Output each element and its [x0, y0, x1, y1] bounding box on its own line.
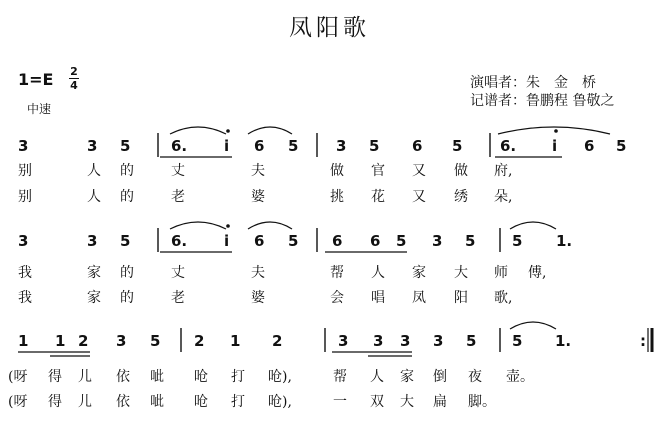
- lyric-syllable: 帮: [330, 265, 344, 281]
- note: 5: [396, 232, 407, 250]
- note: 3: [18, 137, 29, 155]
- note: 5: [150, 332, 161, 350]
- note: 5: [512, 232, 523, 250]
- octave-dot: [554, 129, 558, 133]
- note-high-1: i: [224, 137, 230, 155]
- lyric-syllable: 阳: [454, 290, 468, 306]
- note: 3: [432, 232, 443, 250]
- lyric-syllable: 的: [120, 290, 134, 306]
- lyric-syllable: 打: [231, 394, 245, 410]
- lyric-syllable: 朵,: [494, 189, 513, 205]
- note-high-1: i: [552, 137, 558, 155]
- note-high-1: i: [224, 232, 230, 250]
- lyric-syllable: 人: [371, 265, 385, 281]
- note: 1.: [555, 332, 572, 350]
- lyric-syllable: 呛: [194, 394, 208, 410]
- lyric-syllable: 老: [171, 189, 185, 205]
- note: 6: [370, 232, 381, 250]
- lyric-syllable: 壶。: [506, 369, 534, 385]
- lyric-syllable: 人: [87, 189, 101, 205]
- singer-credit: 演唱者：朱 金 桥: [470, 75, 596, 91]
- lyric-syllable: 又: [412, 189, 426, 205]
- note: 6.: [500, 137, 517, 155]
- lyric-syllable: 的: [120, 189, 134, 205]
- note: 1.: [556, 232, 573, 250]
- lyric-syllable: 丈: [171, 265, 185, 281]
- time-signature-top: 2: [70, 65, 78, 78]
- lyric-syllable: 歌,: [494, 290, 513, 306]
- note: 2: [272, 332, 283, 350]
- slur: [170, 127, 226, 134]
- note: 6: [412, 137, 423, 155]
- transcriber-credit: 记谱者：鲁鹏程 鲁敬之: [470, 93, 615, 109]
- note: 2: [194, 332, 205, 350]
- lyric-syllable: 我: [18, 290, 32, 306]
- octave-dot: [226, 129, 230, 133]
- note: 1: [230, 332, 241, 350]
- lyric-syllable: 大: [454, 265, 468, 281]
- key-signature: 1=E: [18, 70, 54, 89]
- note: 3: [87, 232, 98, 250]
- note: 3: [18, 232, 29, 250]
- note: 5: [466, 332, 477, 350]
- slur: [510, 222, 556, 229]
- lyric-syllable: 婆: [251, 189, 265, 205]
- note: 5: [288, 137, 299, 155]
- note: 6: [254, 137, 265, 155]
- lyric-syllable: (呀: [8, 369, 28, 385]
- lyric-syllable: 双: [370, 394, 384, 410]
- lyric-syllable: 会: [330, 290, 344, 306]
- lyric-syllable: 傅,: [528, 265, 547, 281]
- lyric-syllable: 又: [412, 163, 426, 179]
- lyric-syllable: 一: [333, 394, 347, 410]
- lyric-syllable: 我: [18, 265, 32, 281]
- lyric-syllable: 凤: [412, 290, 426, 306]
- note: 5: [369, 137, 380, 155]
- song-title: 凤阳歌: [289, 15, 370, 41]
- lyric-syllable: 呛: [194, 369, 208, 385]
- note: 3: [87, 137, 98, 155]
- lyric-syllable: 别: [18, 189, 32, 205]
- lyric-syllable: 大: [400, 394, 414, 410]
- lyric-syllable: 人: [370, 369, 384, 385]
- lyric-syllable: 得: [48, 394, 62, 410]
- note: 6: [254, 232, 265, 250]
- note: 3: [373, 332, 384, 350]
- lyric-syllable: 夫: [251, 265, 265, 281]
- lyric-syllable: 儿: [78, 369, 92, 385]
- note: 3: [338, 332, 349, 350]
- lyric-syllable: 打: [231, 369, 245, 385]
- lyric-syllable: 绣: [454, 189, 468, 205]
- lyric-syllable: 花: [371, 189, 385, 205]
- lyric-syllable: 呛),: [268, 369, 292, 385]
- lyric-syllable: 老: [171, 290, 185, 306]
- lyric-syllable: 挑: [330, 189, 344, 205]
- lyric-syllable: 儿: [78, 394, 92, 410]
- lyric-syllable: 帮: [333, 369, 347, 385]
- repeat-sign: :: [640, 332, 646, 350]
- note: 3: [400, 332, 411, 350]
- note: 1: [55, 332, 66, 350]
- note: 6: [332, 232, 343, 250]
- lyric-syllable: 呲: [150, 394, 164, 410]
- lyric-syllable: 的: [120, 265, 134, 281]
- slur: [510, 322, 556, 329]
- note: 6.: [171, 137, 188, 155]
- note: 3: [433, 332, 444, 350]
- slur: [248, 127, 292, 134]
- lyric-syllable: 夫: [251, 163, 265, 179]
- lyric-syllable: 做: [454, 163, 468, 179]
- lyric-syllable: 做: [330, 163, 344, 179]
- lyric-syllable: 的: [120, 163, 134, 179]
- tempo-marking: 中速: [27, 102, 52, 116]
- octave-dot: [226, 224, 230, 228]
- lyric-syllable: 呲: [150, 369, 164, 385]
- lyric-syllable: (呀: [8, 394, 28, 410]
- lyric-syllable: 倒: [433, 369, 447, 385]
- lyric-syllable: 别: [18, 163, 32, 179]
- lyric-syllable: 呛),: [268, 394, 292, 410]
- note: 5: [288, 232, 299, 250]
- note: 5: [120, 137, 131, 155]
- note: 3: [336, 137, 347, 155]
- lyric-syllable: 婆: [251, 290, 265, 306]
- note: 6.: [171, 232, 188, 250]
- slur: [170, 222, 226, 229]
- note: 5: [120, 232, 131, 250]
- lyric-syllable: 官: [371, 163, 385, 179]
- lyric-syllable: 师: [494, 265, 508, 281]
- lyric-syllable: 夜: [468, 369, 482, 385]
- slur: [498, 127, 610, 134]
- note: 1: [18, 332, 29, 350]
- note: 5: [465, 232, 476, 250]
- lyric-syllable: 家: [87, 265, 101, 281]
- lyric-syllable: 依: [116, 394, 130, 410]
- lyric-syllable: 唱: [371, 290, 385, 306]
- lyric-syllable: 人: [87, 163, 101, 179]
- note: 5: [512, 332, 523, 350]
- lyric-syllable: 依: [116, 369, 130, 385]
- lyric-syllable: 家: [400, 369, 414, 385]
- lyric-syllable: 府,: [494, 163, 513, 179]
- note: 2: [78, 332, 89, 350]
- slur: [248, 222, 292, 229]
- lyric-syllable: 得: [48, 369, 62, 385]
- note: 3: [116, 332, 127, 350]
- lyric-syllable: 脚。: [468, 394, 496, 410]
- time-signature-bottom: 4: [70, 79, 78, 92]
- note: 6: [584, 137, 595, 155]
- note: 5: [616, 137, 627, 155]
- lyric-syllable: 丈: [171, 163, 185, 179]
- lyric-syllable: 扁: [433, 394, 447, 410]
- lyric-syllable: 家: [412, 265, 426, 281]
- note: 5: [452, 137, 463, 155]
- lyric-syllable: 家: [87, 290, 101, 306]
